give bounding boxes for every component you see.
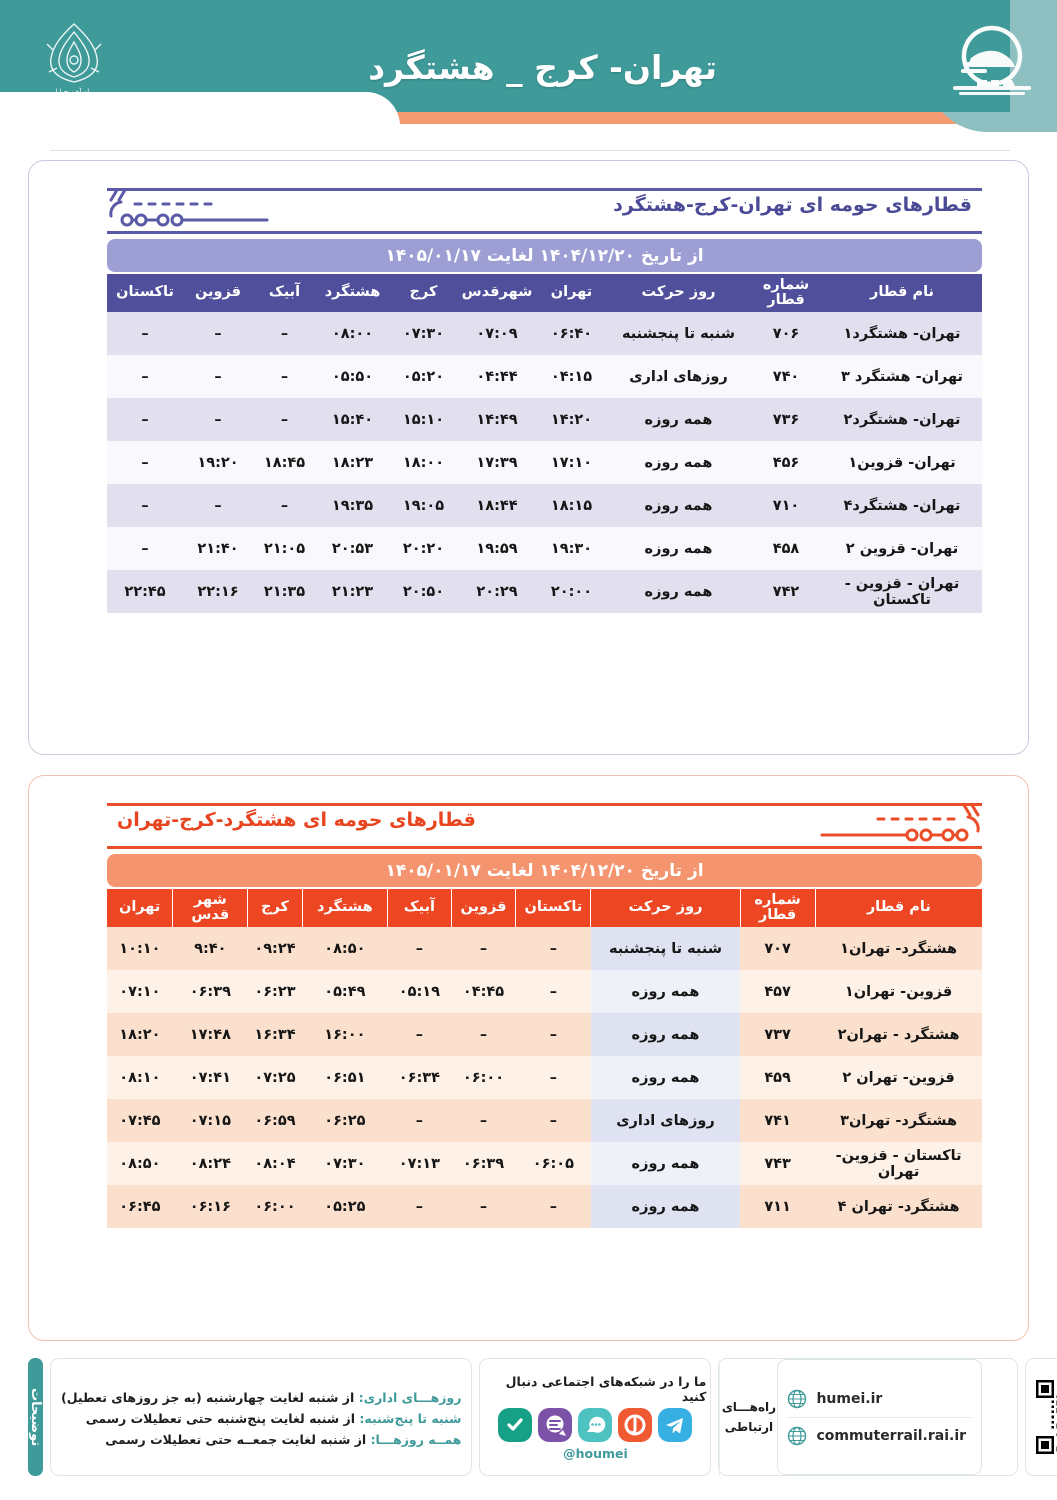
cell-hashtgerd: ۰۸:۰۰ [316, 312, 389, 355]
col-tehran: تهران [536, 274, 607, 312]
cell-shahr-ghods: ۱۴:۴۹ [458, 398, 536, 441]
cell-karaj: ۰۷:۳۰ [389, 312, 458, 355]
rubika-icon[interactable] [538, 1408, 572, 1442]
cell-shahr-ghods: ۰۸:۲۴ [173, 1142, 248, 1185]
cell-train-name: تهران- هشتگرد۱ [822, 312, 982, 355]
cell-train-name: تاکستان - قزوین- تهران [815, 1142, 982, 1185]
cell-karaj: ۲۰:۲۰ [389, 527, 458, 570]
cell-takestan: – [516, 1013, 591, 1056]
cell-travel-day: شنبه تا پنجشنبه [607, 312, 750, 355]
cell-karaj: ۰۶:۲۳ [248, 970, 302, 1013]
cell-qazvin: – [183, 484, 253, 527]
col-hashtgerd: هشتگرد [302, 889, 388, 927]
note-key: روزهـــای اداری: [358, 1389, 462, 1405]
note-line [61, 1390, 461, 1405]
url-text: commuterrail.rai.ir [816, 1427, 967, 1444]
col-travel-day: روز حرکت [591, 889, 740, 927]
cell-tehran: ۲۰:۰۰ [536, 570, 607, 613]
notes-tab-label: توضیحات [28, 1387, 43, 1447]
table-row [107, 312, 982, 355]
cell-takestan: – [107, 355, 183, 398]
cell-travel-day: همه روزه [607, 484, 750, 527]
table-header-row [107, 889, 982, 927]
cell-qazvin: ۲۱:۴۰ [183, 527, 253, 570]
notes-tab [28, 1358, 43, 1476]
cell-takestan: – [516, 1056, 591, 1099]
cell-shahr-ghods: ۰۶:۱۶ [173, 1185, 248, 1228]
note-text: از شنبه لغایت پنج‌شنبه حتی تعطیلات رسمی [85, 1410, 356, 1426]
cell-tehran: ۱۸:۲۰ [107, 1013, 173, 1056]
cell-takestan: – [107, 484, 183, 527]
notes-box [50, 1358, 472, 1476]
col-train-number: شماره قطار [750, 274, 822, 312]
cell-abyek: – [388, 1099, 452, 1142]
cell-shahr-ghods: ۹:۴۰ [173, 927, 248, 970]
col-tehran: تهران [107, 889, 173, 927]
bale-icon[interactable] [578, 1408, 612, 1442]
cell-travel-day: همه روزه [591, 970, 740, 1013]
cell-abyek: ۰۵:۱۹ [388, 970, 452, 1013]
inbound-schedule-panel [28, 775, 1029, 1341]
eitaa-icon[interactable] [618, 1408, 652, 1442]
cell-tehran: ۰۶:۴۵ [107, 1185, 173, 1228]
urls-box [777, 1359, 982, 1475]
cell-hashtgerd: ۰۶:۲۵ [302, 1099, 388, 1142]
cell-qazvin: ۰۶:۰۰ [451, 1056, 516, 1099]
iran-railways-logo [39, 18, 109, 100]
note-line [61, 1432, 461, 1447]
cell-train-name: قزوین- تهران ۲ [815, 1056, 982, 1099]
cell-train-name: تهران- هشتگرد۲ [822, 398, 982, 441]
note-text: از شنبه لغایت جمعــه حتی تعطیلات رسمی [105, 1431, 367, 1447]
outbound-table-body [107, 312, 982, 613]
cell-takestan: ۰۶:۰۵ [516, 1142, 591, 1185]
col-takestan: تاکستان [516, 889, 591, 927]
cell-qazvin: – [451, 927, 516, 970]
cell-train-number: ۴۵۷ [740, 970, 815, 1013]
table-row [107, 570, 982, 613]
cell-karaj: ۱۸:۰۰ [389, 441, 458, 484]
cell-train-name: تهران - قزوین - تاکستان [822, 570, 982, 613]
cell-abyek: – [388, 1185, 452, 1228]
note-line [61, 1411, 461, 1426]
qr-box[interactable] [1025, 1358, 1057, 1476]
note-key: همــه روزهـــا: [370, 1431, 462, 1447]
cell-train-number: ۷۳۷ [740, 1013, 815, 1056]
header-divider [50, 150, 1010, 151]
cell-takestan: – [516, 927, 591, 970]
col-abyek: آبیک [253, 274, 316, 312]
cell-qazvin: – [451, 1013, 516, 1056]
cell-train-number: ۷۴۲ [750, 570, 822, 613]
note-text: از شنبه لغایت چهارشنبه (به جز روزهای تعطیل) [61, 1389, 355, 1405]
inbound-section-header [107, 801, 982, 851]
col-qazvin: قزوین [183, 274, 253, 312]
page-title: تهران- کرج _ هشتگرد [368, 48, 717, 87]
table-row [107, 441, 982, 484]
cell-takestan: – [107, 441, 183, 484]
cell-tehran: ۱۰:۱۰ [107, 927, 173, 970]
cell-hashtgerd: ۰۵:۲۵ [302, 1185, 388, 1228]
table-row [107, 484, 982, 527]
cell-karaj: ۰۹:۲۴ [248, 927, 302, 970]
cell-karaj: ۰۶:۰۰ [248, 1185, 302, 1228]
cell-qazvin: – [451, 1099, 516, 1142]
cell-qazvin: – [183, 312, 253, 355]
cell-qazvin: – [183, 355, 253, 398]
cell-train-number: ۷۰۷ [740, 927, 815, 970]
outbound-schedule-table [107, 274, 982, 613]
cell-abyek: – [253, 312, 316, 355]
table-row [107, 1099, 982, 1142]
cell-karaj: ۰۷:۲۵ [248, 1056, 302, 1099]
cell-takestan: – [516, 970, 591, 1013]
cell-travel-day: روزهای اداری [607, 355, 750, 398]
cell-travel-day: همه روزه [607, 527, 750, 570]
note-key: شنبه تا پنج‌شنبه: [359, 1410, 462, 1426]
cell-train-name: هشتگرد- تهران۳ [815, 1099, 982, 1142]
social-box [479, 1358, 711, 1476]
url-row[interactable] [786, 1381, 973, 1417]
cell-train-number: ۴۵۶ [750, 441, 822, 484]
cell-abyek: ۰۶:۳۴ [388, 1056, 452, 1099]
page-header [0, 0, 1057, 150]
cell-shahr-ghods: ۰۴:۴۴ [458, 355, 536, 398]
cell-shahr-ghods: ۰۷:۱۵ [173, 1099, 248, 1142]
cell-hashtgerd: ۱۸:۲۳ [316, 441, 389, 484]
inbound-section-title: قطارهای حومه ای هشتگرد-کرج-تهران [109, 809, 484, 831]
header-white-notch [0, 92, 400, 150]
cell-tehran: ۰۷:۴۵ [107, 1099, 173, 1142]
cell-shahr-ghods: ۱۹:۵۹ [458, 527, 536, 570]
cell-travel-day: همه روزه [591, 1056, 740, 1099]
table-row [107, 927, 982, 970]
table-row [107, 355, 982, 398]
cell-hashtgerd: ۰۵:۵۰ [316, 355, 389, 398]
cell-train-name: هشتگرد- تهران ۴ [815, 1185, 982, 1228]
cell-qazvin: ۰۴:۴۵ [451, 970, 516, 1013]
cell-train-number: ۴۵۸ [750, 527, 822, 570]
cell-tehran: ۱۹:۳۰ [536, 527, 607, 570]
col-shahr-ghods: شهرقدس [458, 274, 536, 312]
cell-train-name: هشتگرد - تهران۲ [815, 1013, 982, 1056]
cell-shahr-ghods: ۱۷:۴۸ [173, 1013, 248, 1056]
soroush-icon[interactable] [498, 1408, 532, 1442]
page-footer [28, 1358, 1029, 1476]
cell-abyek: – [388, 1013, 452, 1056]
cell-train-name: تهران- قزوین ۲ [822, 527, 982, 570]
cell-train-number: ۷۴۳ [740, 1142, 815, 1185]
outbound-section-title: قطارهای حومه ای تهران-کرج-هشتگرد [605, 194, 980, 216]
table-row [107, 1013, 982, 1056]
col-train-number: شماره قطار [740, 889, 815, 927]
cell-abyek: – [253, 398, 316, 441]
cell-train-number: ۴۵۹ [740, 1056, 815, 1099]
col-karaj: کرج [389, 274, 458, 312]
cell-train-name: تهران- هشتگرد۴ [822, 484, 982, 527]
table-row [107, 1056, 982, 1099]
cell-shahr-ghods: ۰۶:۳۹ [173, 970, 248, 1013]
col-qazvin: قزوین [451, 889, 516, 927]
cell-qazvin: ۱۹:۲۰ [183, 441, 253, 484]
cell-qazvin: – [451, 1185, 516, 1228]
cell-abyek: ۲۱:۳۵ [253, 570, 316, 613]
inbound-date-range: از تاریخ ۱۴۰۴/۱۲/۲۰ لغایت ۱۴۰۵/۰۱/۱۷ [107, 854, 982, 887]
cell-shahr-ghods: ۰۷:۰۹ [458, 312, 536, 355]
cell-karaj: ۲۰:۵۰ [389, 570, 458, 613]
cell-shahr-ghods: ۲۰:۲۹ [458, 570, 536, 613]
cell-travel-day: همه روزه [607, 398, 750, 441]
telegram-icon[interactable] [658, 1408, 692, 1442]
cell-travel-day: همه روزه [607, 570, 750, 613]
train-icon [812, 799, 982, 847]
outbound-date-range: از تاریخ ۱۴۰۴/۱۲/۲۰ لغایت ۱۴۰۵/۰۱/۱۷ [107, 239, 982, 272]
contact-group [718, 1358, 1018, 1476]
cell-karaj: ۱۶:۳۴ [248, 1013, 302, 1056]
col-abyek: آبیک [388, 889, 452, 927]
cell-hashtgerd: ۱۵:۴۰ [316, 398, 389, 441]
col-train-name: نام قطار [815, 889, 982, 927]
outbound-section-header [107, 186, 982, 236]
cell-travel-day: همه روزه [591, 1013, 740, 1056]
cell-hashtgerd: ۱۶:۰۰ [302, 1013, 388, 1056]
cell-hashtgerd: ۰۶:۵۱ [302, 1056, 388, 1099]
cell-tehran: ۱۴:۲۰ [536, 398, 607, 441]
globe-icon [786, 1425, 808, 1447]
url-text: humei.ir [816, 1391, 883, 1407]
cell-train-number: ۷۱۰ [750, 484, 822, 527]
svg-text:راه آهن ج.ا.ا: راه آهن ج.ا.ا [55, 88, 93, 96]
cell-takestan: – [107, 527, 183, 570]
cell-karaj: ۰۵:۲۰ [389, 355, 458, 398]
col-karaj: کرج [248, 889, 302, 927]
cell-train-name: قزوین- تهران۱ [815, 970, 982, 1013]
qr-code-icon [1036, 1380, 1057, 1454]
cell-qazvin: ۰۶:۳۹ [451, 1142, 516, 1185]
cell-tehran: ۰۸:۵۰ [107, 1142, 173, 1185]
cell-train-number: ۷۰۶ [750, 312, 822, 355]
cell-train-number: ۷۴۱ [740, 1099, 815, 1142]
cell-shahr-ghods: ۱۸:۴۴ [458, 484, 536, 527]
cell-takestan: ۲۲:۴۵ [107, 570, 183, 613]
cell-train-name: هشتگرد- تهران۱ [815, 927, 982, 970]
cell-shahr-ghods: ۰۷:۴۱ [173, 1056, 248, 1099]
cell-tehran: ۱۷:۱۰ [536, 441, 607, 484]
cell-karaj: ۰۶:۵۹ [248, 1099, 302, 1142]
cell-takestan: – [107, 312, 183, 355]
cell-travel-day: همه روزه [591, 1185, 740, 1228]
cell-tehran: ۰۷:۱۰ [107, 970, 173, 1013]
social-icon-row [498, 1408, 692, 1442]
cell-tehran: ۰۴:۱۵ [536, 355, 607, 398]
cell-qazvin: – [183, 398, 253, 441]
cell-tehran: ۰۶:۴۰ [536, 312, 607, 355]
col-shahr-ghods: شهر قدس [173, 889, 248, 927]
table-header-row [107, 274, 982, 312]
cell-abyek: – [253, 355, 316, 398]
table-row [107, 1185, 982, 1228]
social-handle: @houmei [563, 1445, 628, 1461]
cell-abyek: ۱۸:۴۵ [253, 441, 316, 484]
cell-train-number: ۷۴۰ [750, 355, 822, 398]
table-row [107, 398, 982, 441]
cell-travel-day: همه روزه [607, 441, 750, 484]
outbound-schedule-panel [28, 160, 1029, 755]
cell-train-number: ۷۳۶ [750, 398, 822, 441]
cell-hashtgerd: ۰۸:۵۰ [302, 927, 388, 970]
houmei-commuter-rail-logo [937, 22, 1047, 108]
cell-hashtgerd: ۰۷:۳۰ [302, 1142, 388, 1185]
cell-qazvin: ۲۲:۱۶ [183, 570, 253, 613]
cell-karaj: ۱۹:۰۵ [389, 484, 458, 527]
cell-takestan: – [516, 1185, 591, 1228]
cell-hashtgerd: ۰۵:۴۹ [302, 970, 388, 1013]
cell-hashtgerd: ۲۱:۲۳ [316, 570, 389, 613]
social-title: ما را در شبکه‌های اجتماعی دنبال کنید [505, 1373, 707, 1404]
cell-hashtgerd: ۲۰:۵۳ [316, 527, 389, 570]
table-row [107, 1142, 982, 1185]
inbound-schedule-table [107, 889, 982, 1228]
cell-travel-day: شنبه تا پنجشنبه [591, 927, 740, 970]
cell-takestan: – [107, 398, 183, 441]
col-train-name: نام قطار [822, 274, 982, 312]
cell-travel-day: همه روزه [591, 1142, 740, 1185]
col-hashtgerd: هشتگرد [316, 274, 389, 312]
globe-icon [786, 1388, 808, 1410]
train-icon [107, 184, 277, 232]
url-row[interactable] [786, 1417, 973, 1453]
table-row [107, 527, 982, 570]
cell-hashtgerd: ۱۹:۳۵ [316, 484, 389, 527]
cell-abyek: – [388, 927, 452, 970]
cell-karaj: ۱۵:۱۰ [389, 398, 458, 441]
cell-train-number: ۷۱۱ [740, 1185, 815, 1228]
col-takestan: تاکستان [107, 274, 183, 312]
cell-train-name: تهران- هشتگرد ۳ [822, 355, 982, 398]
cell-takestan: – [516, 1099, 591, 1142]
cell-abyek: ۲۱:۰۵ [253, 527, 316, 570]
cell-abyek: – [253, 484, 316, 527]
cell-tehran: ۱۸:۱۵ [536, 484, 607, 527]
col-travel-day: روز حرکت [607, 274, 750, 312]
inbound-table-body [107, 927, 982, 1228]
table-row [107, 970, 982, 1013]
cell-abyek: ۰۷:۱۳ [388, 1142, 452, 1185]
cell-karaj: ۰۸:۰۴ [248, 1142, 302, 1185]
cell-tehran: ۰۸:۱۰ [107, 1056, 173, 1099]
cell-shahr-ghods: ۱۷:۳۹ [458, 441, 536, 484]
contact-label: راه‌هـــای ارتباطی [719, 1359, 777, 1475]
cell-travel-day: روزهای اداری [591, 1099, 740, 1142]
cell-train-name: تهران- قزوین۱ [822, 441, 982, 484]
